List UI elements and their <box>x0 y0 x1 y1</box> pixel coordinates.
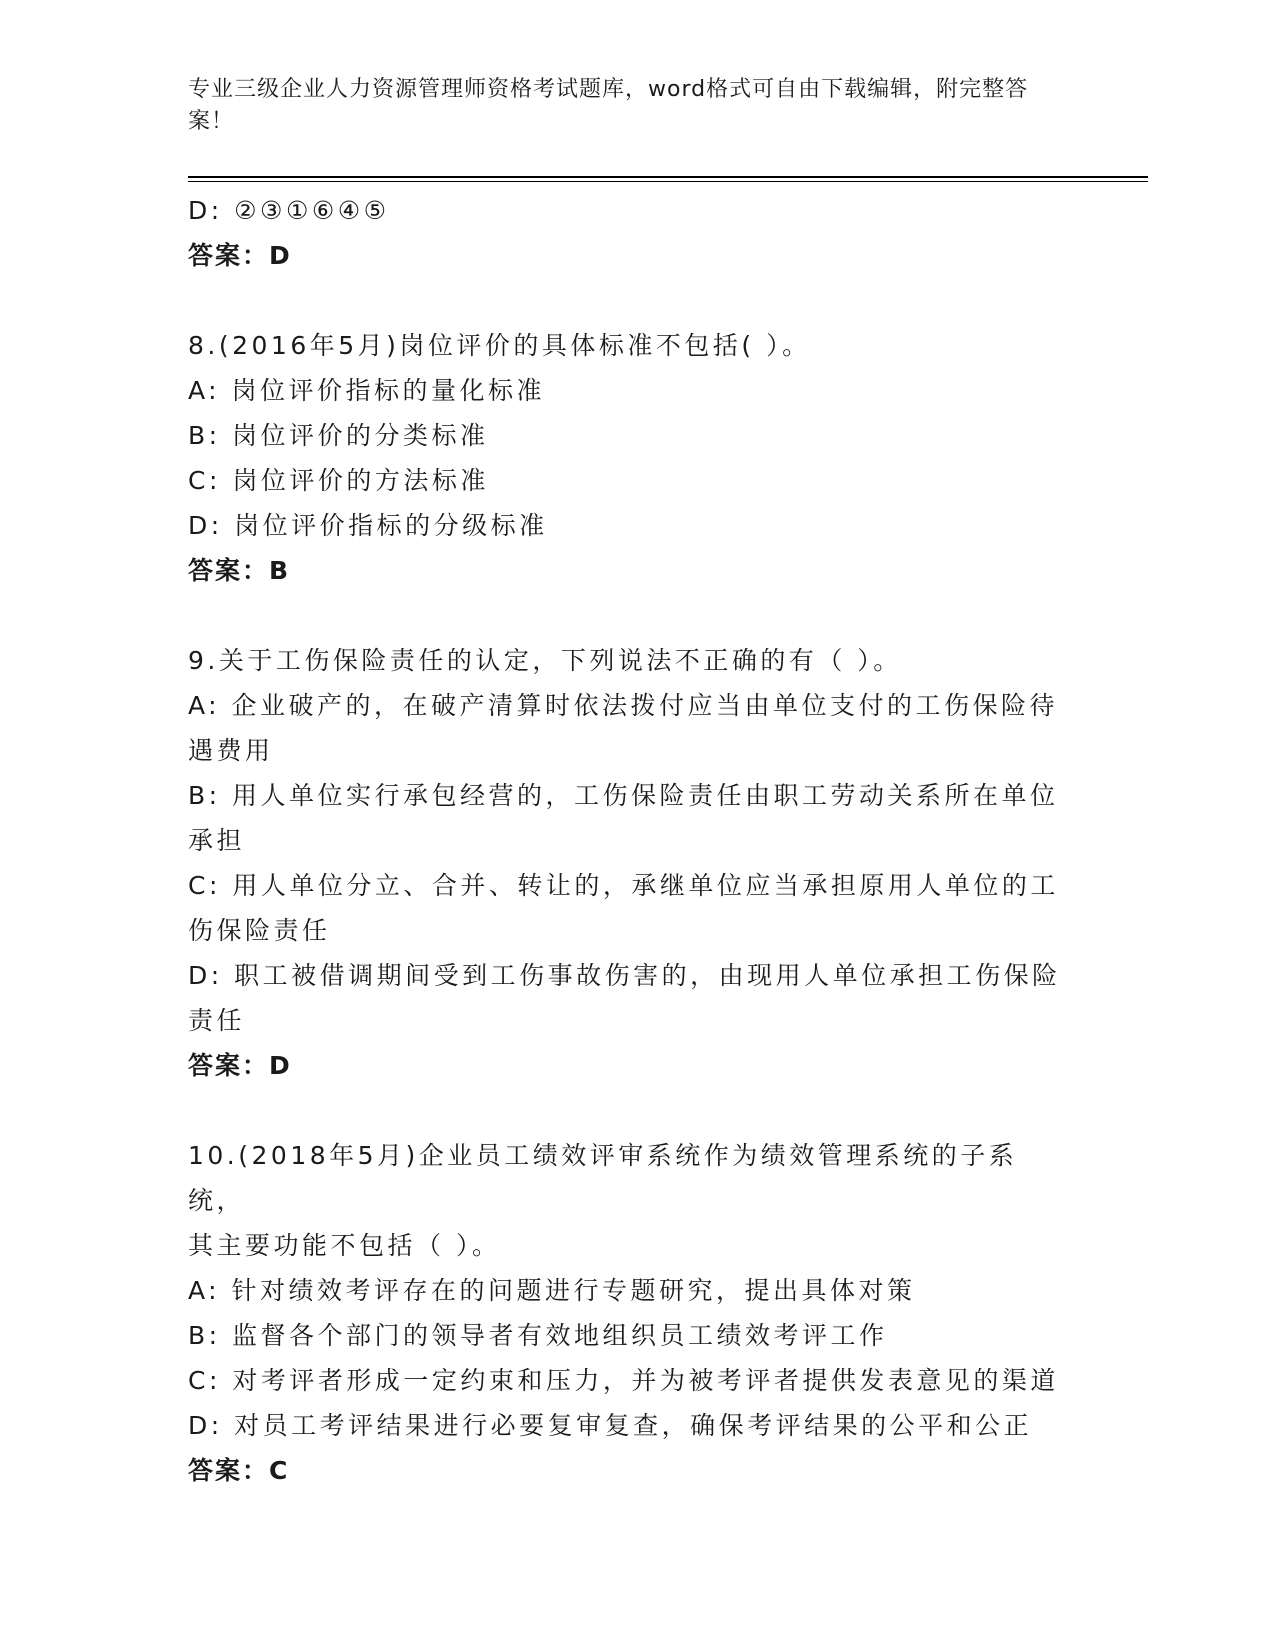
q8-option-b: B: 岗位评价的分类标准 <box>188 421 489 450</box>
q8-stem: 8.(2016年5月)岗位评价的具体标准不包括( ）。 <box>188 331 811 360</box>
q9-option-d-line1: D: 职工被借调期间受到工伤事故伤害的，由现用人单位承担工伤保险 <box>188 961 1061 990</box>
q8-option-c: C: 岗位评价的方法标准 <box>188 466 489 495</box>
page-header: 专业三级企业人力资源管理师资格考试题库，word格式可自由下载编辑，附完整答案！ <box>188 77 1029 134</box>
spacer <box>188 278 1068 323</box>
spacer <box>188 1088 1068 1133</box>
prev-option-d: D: ②③①⑥④⑤ <box>188 196 390 225</box>
q10-stem-line1: 10.(2018年5月)企业员工绩效评审系统作为绩效管理系统的子系统， <box>188 1141 1018 1215</box>
q9-option-a-line1: A: 企业破产的，在破产清算时依法拨付应当由单位支付的工伤保险待 <box>188 691 1059 720</box>
q9-option-a-line2: 遇费用 <box>188 736 274 765</box>
q9-stem: 9.关于工伤保险责任的认定，下列说法不正确的有（ ）。 <box>188 646 902 675</box>
q10-answer: 答案：C <box>188 1456 290 1485</box>
header-rule-thin <box>188 181 1148 182</box>
q10-option-a: A: 针对绩效考评存在的问题进行专题研究，提出具体对策 <box>188 1276 916 1305</box>
question-content <box>188 188 1068 1493</box>
q8-answer: 答案：B <box>188 556 291 585</box>
q9-answer: 答案：D <box>188 1051 292 1080</box>
q10-stem-line2: 其主要功能不包括（ ）。 <box>188 1231 501 1260</box>
q10-option-c: C: 对考评者形成一定约束和压力，并为被考评者提供发表意见的渠道 <box>188 1366 1059 1395</box>
q9-option-b-line1: B: 用人单位实行承包经营的，工伤保险责任由职工劳动关系所在单位 <box>188 781 1059 810</box>
q9-option-c-line2: 伤保险责任 <box>188 916 331 945</box>
q10-option-d: D: 对员工考评结果进行必要复审复查，确保考评结果的公平和公正 <box>188 1411 1033 1440</box>
q9-option-c-line1: C: 用人单位分立、合并、转让的，承继单位应当承担原用人单位的工 <box>188 871 1059 900</box>
q9-option-d-line2: 责任 <box>188 1006 246 1035</box>
q8-option-d: D: 岗位评价指标的分级标准 <box>188 511 548 540</box>
spacer <box>188 593 1068 638</box>
q9-option-b-line2: 承担 <box>188 826 246 855</box>
prev-answer: 答案：D <box>188 241 292 270</box>
q10-option-b: B: 监督各个部门的领导者有效地组织员工绩效考评工作 <box>188 1321 888 1350</box>
header-rule-thick <box>188 176 1148 178</box>
q8-option-a: A: 岗位评价指标的量化标准 <box>188 376 546 405</box>
